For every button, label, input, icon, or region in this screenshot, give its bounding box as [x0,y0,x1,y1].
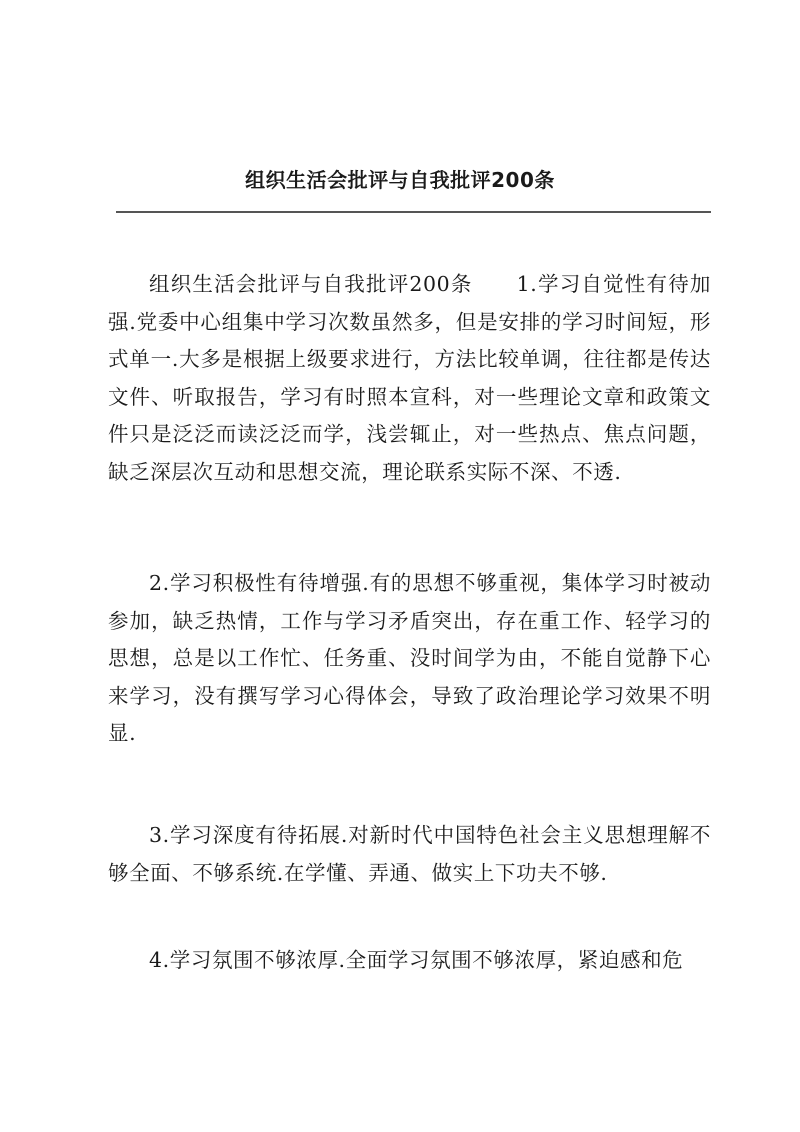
paragraph-2: 2.学习积极性有待增强.有的思想不够重视，集体学习时被动参加，缺乏热情，工作与学习矛盾突出，存在重工作、轻学习的思想，总是以工作忙、任务重、没时间学为由，不能自觉静下心来学习，没有撰写学习心得体会，导致了政治理论学习效果不明显. [108,571,711,745]
document-title: 组织生活会批评与自我批评200条 [245,168,555,192]
paragraph-3: 3.学习深度有待拓展.对新时代中国特色社会主义思想理解不够全面、不够系统.在学懂、弄通、做实上下功夫不够. [108,823,711,885]
paragraph-1-text: 1.学习自觉性有待加强.党委中心组集中学习次数虽然多，但是安排的学习时间短，形式单一.大多是根据上级要求进行，方法比较单调，往往都是传达文件、听取报告，学习有时照本宣科，对一些理论文章和政策文件只是泛泛而读泛泛而学，浅尝辄止，对一些热点、焦点问题，缺乏深层次互动和思想交流，理论联系实际不深、不透. [108,272,712,484]
title-divider [116,211,711,213]
paragraph-4: 4.学习氛围不够浓厚.全面学习氛围不够浓厚，紧迫感和危 [149,948,684,972]
paragraph-1 [108,266,711,491]
paragraph-1-lead: 组织生活会批评与自我批评200条 [149,272,473,296]
